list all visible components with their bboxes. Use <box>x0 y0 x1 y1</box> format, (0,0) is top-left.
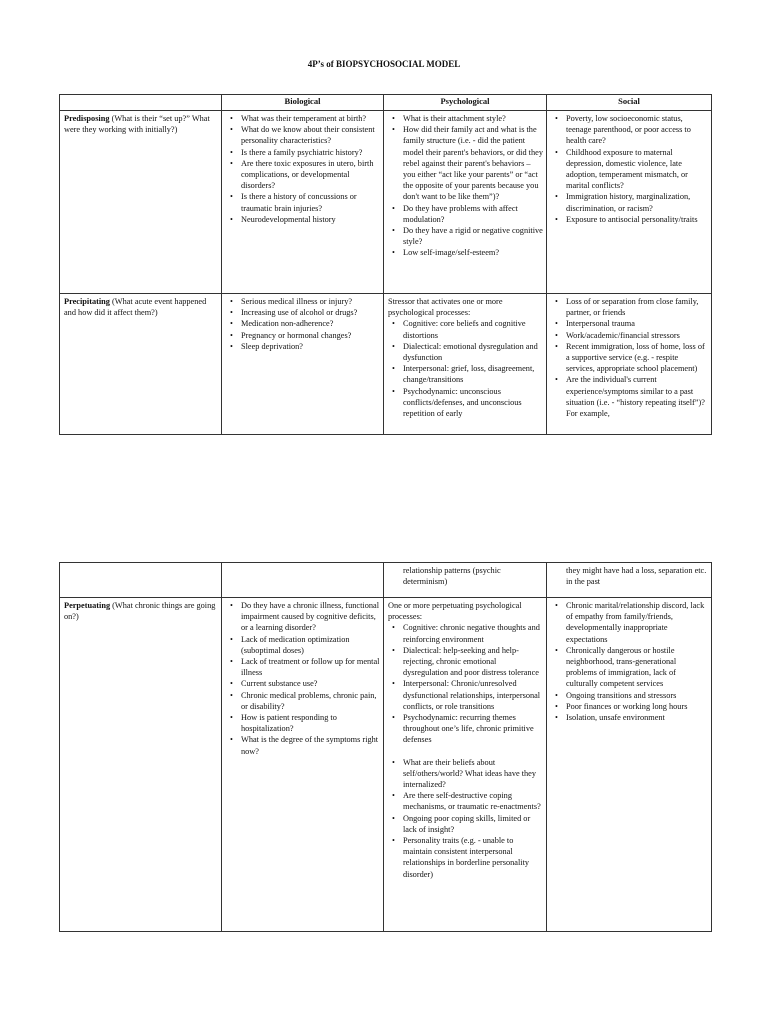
predisposing-question: (What is their “set up?” What were they working with initially?) <box>64 114 210 135</box>
precipitating-biological-cell <box>222 294 384 435</box>
list-item: • Are the individual's current experience/symptoms similar to a past situation (i.e. - “history repeating itself”)? For example, <box>566 374 708 419</box>
list-item: • Lack of medication optimization (suboptimal doses) <box>241 634 380 656</box>
bullet-list <box>226 296 380 352</box>
list-item: • Personality traits (e.g. - unable to maintain consistent interpersonal relationships in borderline personality disorder) <box>403 835 543 880</box>
spacer <box>388 746 543 757</box>
header-blank <box>60 95 222 111</box>
predisposing-social-cell <box>547 111 712 294</box>
precipitating-psychological-cell <box>384 294 547 435</box>
list-item: • What is the degree of the symptoms right now? <box>241 734 380 756</box>
list-item: • Is there a history of concussions or traumatic brain injuries? <box>241 191 380 213</box>
perpetuating-psychological-cell <box>384 598 547 932</box>
list-item: • Psychodynamic: unconscious conflicts/defenses, and unconscious repetition of early <box>403 386 543 420</box>
perpetuating-question: (What chronic things are going on?) <box>64 601 216 622</box>
perpetuating-social-cell <box>547 598 712 932</box>
precipitating-question: (What acute event happened and how did it affect them?) <box>64 297 207 318</box>
precipitating-label: Precipitating <box>64 297 110 306</box>
list-item: • Low self-image/self-esteem? <box>403 247 543 258</box>
list-item: • Ongoing poor coping skills, limited or lack of insight? <box>403 813 543 835</box>
list-item: • Psychodynamic: recurring themes throughout one’s life, chronic primitive defenses <box>403 712 543 746</box>
biopsychosocial-table-page2 <box>59 562 712 932</box>
list-item: • Interpersonal trauma <box>566 318 708 329</box>
header-social: Social <box>547 95 712 111</box>
list-item: • Neurodevelopmental history <box>241 214 380 225</box>
list-item: • Medication non-adherence? <box>241 318 380 329</box>
biopsychosocial-table-page1 <box>59 94 712 435</box>
perpetuating-label-cell <box>60 598 222 932</box>
predisposing-psychological-cell <box>384 111 547 294</box>
continuation-psychological-cell <box>384 563 547 598</box>
list-item: • Pregnancy or hormonal changes? <box>241 330 380 341</box>
list-item: • Are there toxic exposures in utero, birth complications, or developmental disorders? <box>241 158 380 192</box>
list-item: • Interpersonal: grief, loss, disagreement, change/transitions <box>403 363 543 385</box>
header-biological: Biological <box>222 95 384 111</box>
list-item: • Increasing use of alcohol or drugs? <box>241 307 380 318</box>
perpetuating-label: Perpetuating <box>64 601 111 610</box>
bullet-list <box>226 113 380 225</box>
list-item: • Work/academic/financial stressors <box>566 330 708 341</box>
page-title: 4P’s of BIOPSYCHOSOCIAL MODEL <box>307 59 461 69</box>
list-item: • Chronically dangerous or hostile neighborhood, trans-generational problems of immigration, lack of culturally competent services <box>566 645 708 690</box>
precipitating-social-cell <box>547 294 712 435</box>
bullet-list <box>388 622 543 745</box>
list-item: • Sleep deprivation? <box>241 341 380 352</box>
predisposing-label-cell <box>60 111 222 294</box>
list-item: • Immigration history, marginalization, discrimination, or racism? <box>566 191 708 213</box>
predisposing-label: Predisposing <box>64 114 110 123</box>
list-item: • What was their temperament at birth? <box>241 113 380 124</box>
list-item: • Current substance use? <box>241 678 380 689</box>
list-item: • Isolation, unsafe environment <box>566 712 708 723</box>
list-item: • Cognitive: chronic negative thoughts and reinforcing environment <box>403 622 543 644</box>
list-item: • Poverty, low socioeconomic status, teenage parenthood, or poor access to health care? <box>566 113 708 147</box>
perpetuating-biological-cell <box>222 598 384 932</box>
list-item: • Dialectical: help-seeking and help-rejecting, chronic emotional dysregulation and poor distress tolerance <box>403 645 543 679</box>
continuation-row <box>60 563 712 598</box>
continuation-social-text: they might have had a loss, separation etc. in the past <box>566 566 707 587</box>
header-psychological: Psychological <box>384 95 547 111</box>
list-item: • Serious medical illness or injury? <box>241 296 380 307</box>
perpetuating-row <box>60 598 712 932</box>
list-item: • Childhood exposure to maternal depression, domestic violence, late adoption, temperament mismatch, or marital conflicts? <box>566 147 708 192</box>
continuation-blank-2 <box>222 563 384 598</box>
header-row <box>60 95 712 111</box>
list-item: • Do they have a rigid or negative cognitive style? <box>403 225 543 247</box>
list-item: • How is patient responding to hospitalization? <box>241 712 380 734</box>
list-item: • Is there a family psychiatric history? <box>241 147 380 158</box>
bullet-list <box>226 600 380 757</box>
list-item: • Ongoing transitions and stressors <box>566 690 708 701</box>
precipitating-psych-lead: Stressor that activates one or more psychological processes: <box>388 297 503 318</box>
list-item: • Dialectical: emotional dysregulation and dysfunction <box>403 341 543 363</box>
list-item: • What is their attachment style? <box>403 113 543 124</box>
list-item: • Are there self-destructive coping mechanisms, or traumatic re-enactments? <box>403 790 543 812</box>
precipitating-label-cell <box>60 294 222 435</box>
list-item: • What do we know about their consistent personality characteristics? <box>241 124 380 146</box>
list-item: • Lack of treatment or follow up for mental illness <box>241 656 380 678</box>
continuation-blank-1 <box>60 563 222 598</box>
bullet-list <box>388 113 543 259</box>
bullet-list <box>388 318 543 419</box>
precipitating-row <box>60 294 712 435</box>
list-item: • Cognitive: core beliefs and cognitive distortions <box>403 318 543 340</box>
list-item: • Recent immigration, loss of home, loss of a supportive service (e.g. - respite services, appropriate school placement) <box>566 341 708 375</box>
predisposing-row <box>60 111 712 294</box>
list-item: • Do they have problems with affect modulation? <box>403 203 543 225</box>
bullet-list <box>551 296 708 419</box>
list-item: • Exposure to antisocial personality/traits <box>566 214 708 225</box>
list-item: • Do they have a chronic illness, functional impairment caused by cognitive deficits, or a learning disorder? <box>241 600 380 634</box>
list-item: • Loss of or separation from close family, partner, or friends <box>566 296 708 318</box>
list-item: • Chronic marital/relationship discord, lack of empathy from family/friends, developmentally inappropriate expectations <box>566 600 708 645</box>
perpetuating-psych-lead: One or more perpetuating psychological processes: <box>388 601 522 622</box>
continuation-social-cell <box>547 563 712 598</box>
list-item: • Chronic medical problems, chronic pain, or disability? <box>241 690 380 712</box>
list-item: • What are their beliefs about self/others/world? What ideas have they internalized? <box>403 757 543 791</box>
list-item: • Poor finances or working long hours <box>566 701 708 712</box>
list-item: • Interpersonal: Chronic/unresolved dysfunctional relationships, interpersonal conflicts, or role transitions <box>403 678 543 712</box>
list-item: • How did their family act and what is the family structure (i.e. - did the patient model their parent's behaviors, or did they rebel against their parent's behaviors – you either “act like your parents” or “act the opposite of your parents because you don't want to be like them”)? <box>403 124 543 202</box>
bullet-list <box>388 757 543 880</box>
continuation-psychological-text: relationship patterns (psychic determinism) <box>403 566 501 587</box>
bullet-list <box>551 600 708 723</box>
predisposing-biological-cell <box>222 111 384 294</box>
bullet-list <box>551 113 708 225</box>
